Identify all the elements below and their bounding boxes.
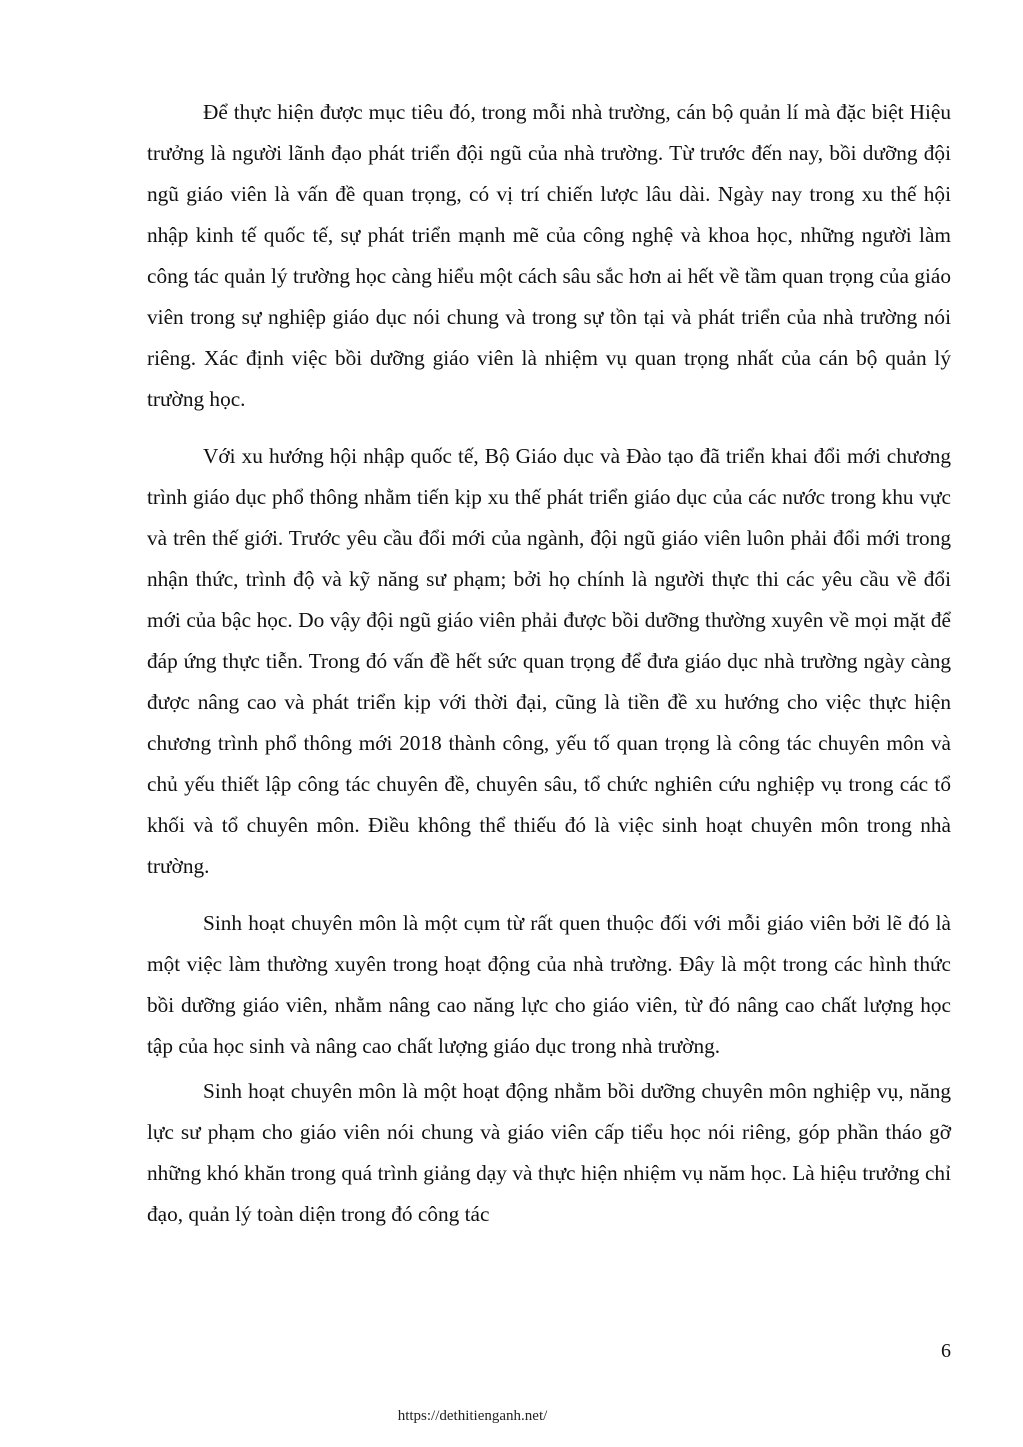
paragraph-3: Sinh hoạt chuyên môn là một cụm từ rất quen thuộc đối với mỗi giáo viên bởi lẽ đó là một việc làm thường xuyên trong hoạt động của nhà trường. Đây là một trong các hình thức bồi dưỡng giáo viên, nhằm nâng cao năng lực cho giáo viên, từ đó nâng cao chất lượng học tập của học sinh và nâng cao chất lượng giáo dục trong nhà trường. <box>147 911 951 1058</box>
page-number: 6 <box>941 1340 951 1362</box>
document-body <box>147 92 951 1235</box>
footer-url[interactable]: https://dethitienganh.net/ <box>397 1408 548 1424</box>
paragraph-4: Sinh hoạt chuyên môn là một hoạt động nhằm bồi dưỡng chuyên môn nghiệp vụ, năng lực sư phạm cho giáo viên nói chung và giáo viên cấp tiểu học nói riêng, góp phần tháo gỡ những khó khăn trong quá trình giảng dạy và thực hiện nhiệm vụ năm học. Là hiệu trưởng chỉ đạo, quản lý toàn diện trong đó công tác <box>147 1079 951 1226</box>
paragraph-1: Để thực hiện được mục tiêu đó, trong mỗi nhà trường, cán bộ quản lí mà đặc biệt Hiệu trưởng là người lãnh đạo phát triển đội ngũ của nhà trường. Từ trước đến nay, bồi dưỡng đội ngũ giáo viên là vấn đề quan trọng, có vị trí chiến lược lâu dài. Ngày nay trong xu thế hội nhập kinh tế quốc tế, sự phát triển mạnh mẽ của công nghệ và khoa học, những người làm công tác quản lý trường học càng hiểu một cách sâu sắc hơn ai hết về tầm quan trọng của giáo viên trong sự nghiệp giáo dục nói chung và trong sự tồn tại và phát triển của nhà trường nói riêng. Xác định việc bồi dưỡng giáo viên là nhiệm vụ quan trọng nhất của cán bộ quản lý trường học. <box>147 100 951 411</box>
paragraph-2: Với xu hướng hội nhập quốc tế, Bộ Giáo dục và Đào tạo đã triển khai đổi mới chương trình giáo dục phổ thông nhằm tiến kịp xu thế phát triển giáo dục của các nước trong khu vực và trên thế giới. Trước yêu cầu đổi mới của ngành, đội ngũ giáo viên luôn phải đổi mới trong nhận thức, trình độ và kỹ năng sư phạm; bởi họ chính là người thực thi các yêu cầu về đổi mới của bậc học. Do vậy đội ngũ giáo viên phải được bồi dưỡng thường xuyên về mọi mặt để đáp ứng thực tiễn. Trong đó vấn đề hết sức quan trọng để đưa giáo dục nhà trường ngày càng được nâng cao và phát triển kịp với thời đại, cũng là tiền đề xu hướng cho việc thực hiện chương trình phổ thông mới 2018 thành công, yếu tố quan trọng là công tác chuyên môn và chủ yếu thiết lập công tác chuyên đề, chuyên sâu, tổ chức nghiên cứu nghiệp vụ trong các tổ khối và tổ chuyên môn. Điều không thể thiếu đó là việc sinh hoạt chuyên môn trong nhà trường. <box>147 444 951 878</box>
